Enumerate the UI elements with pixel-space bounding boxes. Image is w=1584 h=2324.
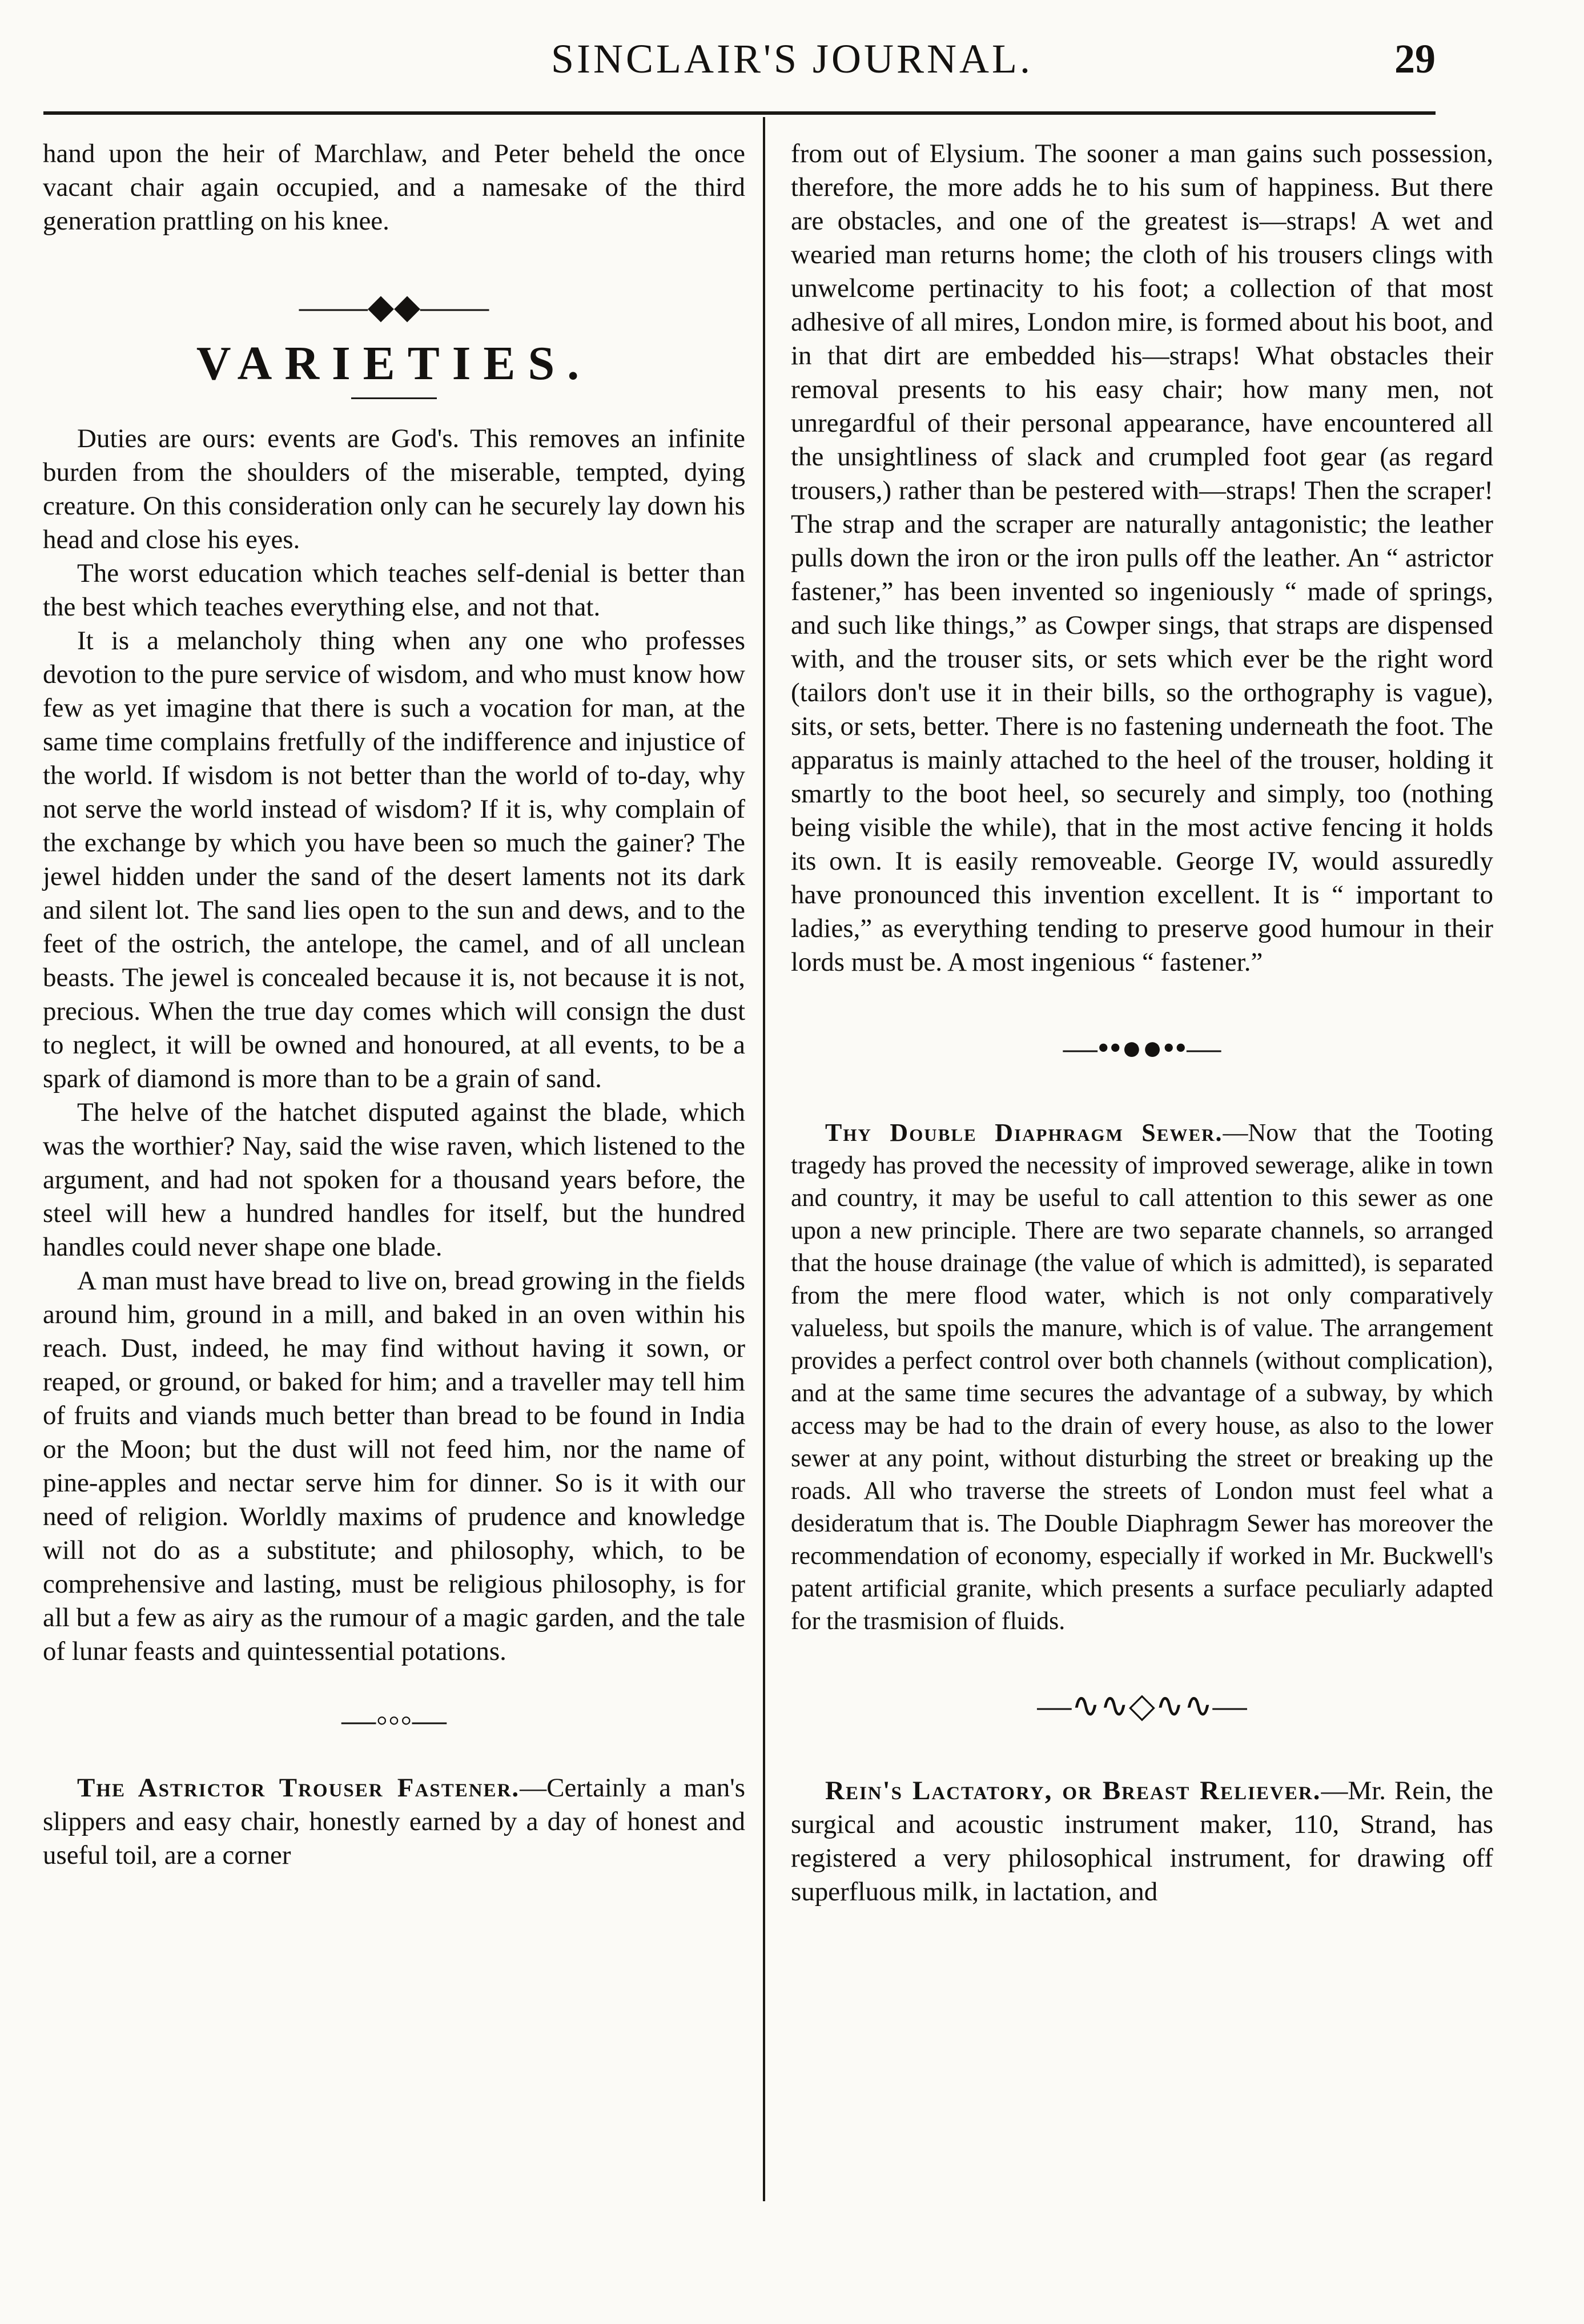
article-heading: Thy Double Diaphragm Sewer.	[825, 1119, 1223, 1147]
column-divider	[763, 117, 765, 2201]
header-rule	[43, 111, 1436, 115]
article-text: —Now that the Tooting tragedy has proved the necessity of improved sewerage, alike in town and country, it may be useful to call attention to this sewer as one upon a new principle. There are two separate channels, so arranged that the house drainage (the value of which is admitted), is separated from the mere flood water, which is not only comparatively valueless, but spoils the manure, which is of value. The arrangement provides a perfect control over both channels (without complication), and at the same time secures the advantage of a subway, by which access may be had to the drain of every house, as also to the lower sewer at any point, without disturbing the street or breaking up the roads. All who traverse the streets of London must feel what a desideratum that is. The Double Diaphragm Sewer has moreover the recommendation of economy, especially if worked in Mr. Buckwell's patent artificial granite, which presents a surface peculiarly adapted for the trasmision of fluids.	[791, 1119, 1493, 1635]
page-number: 29	[1394, 36, 1436, 82]
paragraph: It is a melancholy thing when any one who professes devotion to the pure service of wisdom, and who must know how few as yet imagine that there is such a vocation for man, at the same time complains fretfully of the indifference and injustice of the world. If wisdom is not better than the world of to-day, why not serve the world instead of wisdom? If it is, why complain of the exchange by which you have been so much the gainer? The jewel hidden under the sand of the desert laments not its dark and silent lot. The sand lies open to the sun and dews, and to the feet of the ostrich, the antelope, the camel, and of all unclean beasts. The jewel is concealed because it is, not because it is not, precious. When the true day comes which will consign the dust to neglect, it will be owned and honoured, at all events, to be a spark of diamond is more than to be a grain of sand.	[43, 626, 745, 1093]
section-title: VARIETIES.	[196, 337, 592, 390]
ornament-divider-right-low: —∿∿◇∿∿—	[1037, 1687, 1247, 1724]
sewer-article	[791, 1116, 1493, 1637]
paragraph: The worst education which teaches self-denial is better than the best which teaches everything else, and not that.	[43, 558, 745, 622]
rein-article	[791, 1774, 1493, 1909]
opening-paragraph: hand upon the heir of Marchlaw, and Peter beheld the once vacant chair again occupied, and a namesake of the third generation prattling on his knee.	[43, 139, 745, 236]
paragraph: A man must have bread to live on, bread growing in the fields around him, ground in a mill, and baked in an oven within his reach. Dust, indeed, he may find without having it sown, or reaped, or ground, or baked for him; and a traveller may tell him of fruits and viands much better than bread to be found in India or the Moon; but the dust will not feed him, nor the name of pine-apples and nectar serve him for dinner. So is it with our need of religion. Worldly maxims of prudence and knowledge will not do as a substitute; and philosophy, which, to be comprehensive and lasting, must be religious philosophy, is for all but a few as airy as the rumour of a magic garden, and the tale of lunar feasts and quintessential potations.	[43, 1266, 745, 1666]
left-column	[43, 137, 745, 1872]
ornament-divider-top: ——◆◆——	[299, 288, 489, 325]
article-text: —Mr. Rein, the surgical and acoustic instrument maker, 110, Strand, has registered a very philosophical instrument, for drawing off superfluous milk, in lactation, and	[791, 1776, 1493, 1907]
paragraph: Duties are ours: events are God's. This removes an infinite burden from the shoulders of the miserable, tempted, dying creature. On this consideration only can he securely lay down his head and close his eyes.	[43, 424, 745, 554]
astrictor-continued: from out of Elysium. The sooner a man gains such possession, therefore, the more adds he to his sum of happiness. But there are obstacles, and one of the greatest is—straps! A wet and wearied man returns home; the cloth of his trousers clings with unwelcome pertinacity to his foot; a collection of that most adhesive of all mires, London mire, is formed about his boot, and in that dirt are embedded his—straps! What obstacles their removal presents to his easy chair; how many men, not unregardful of their personal appearance, have encountered all the unsightliness of slack and crumpled foot gear (as regard trousers,) rather than be pestered with—straps! Then the scraper! The strap and the scraper are naturally antagonistic; the leather pulls down the iron or the iron pulls off the leather. An “ astrictor fastener,” has been invented so ingeniously “ made of springs, and such like things,” as Cowper sings, that straps are dispensed with, and the trouser sits, or sets which ever be the right word (tailors don't use it in their bills, so the orthography is vague), sits, or sets, better. There is no fastening underneath the foot. The apparatus is mainly attached to the heel of the trouser, holding it smartly to the boot heel, so securely and simply, too (nothing being visible the while), that in the most active fencing it holds its own. It is easily removeable. George IV, would assuredly have pronounced this invention excellent. It is “ important to ladies,” as everything tending to preserve good humour in their lords must be. A most ingenious “ fastener.”	[791, 139, 1493, 977]
paragraph: The helve of the hatchet disputed against the blade, which was the worthier? Nay, said the wise raven, which listened to the argument, and had not spoken for a thousand years before, the steel will hew a hundred handles for itself, but the hundred handles could never shape one blade.	[43, 1097, 745, 1262]
ornament-divider-right-mid: —••●●••—	[1063, 1029, 1221, 1067]
article-heading: The Astrictor Trouser Fastener.	[77, 1773, 520, 1803]
page-header	[34, 23, 1550, 91]
section-rule	[351, 397, 437, 399]
astrictor-article-start	[43, 1771, 745, 1872]
article-heading: Rein's Lactatory, or Breast Reliever.	[825, 1776, 1321, 1806]
right-column	[791, 137, 1493, 1909]
journal-title: SINCLAIR'S JOURNAL.	[550, 36, 1034, 82]
article-text: —Certainly a man's slippers and easy chair, honestly earned by a day of honest and useful toil, are a corner	[43, 1773, 746, 1870]
ornament-divider-mid: —◦◦◦—	[341, 1701, 447, 1739]
